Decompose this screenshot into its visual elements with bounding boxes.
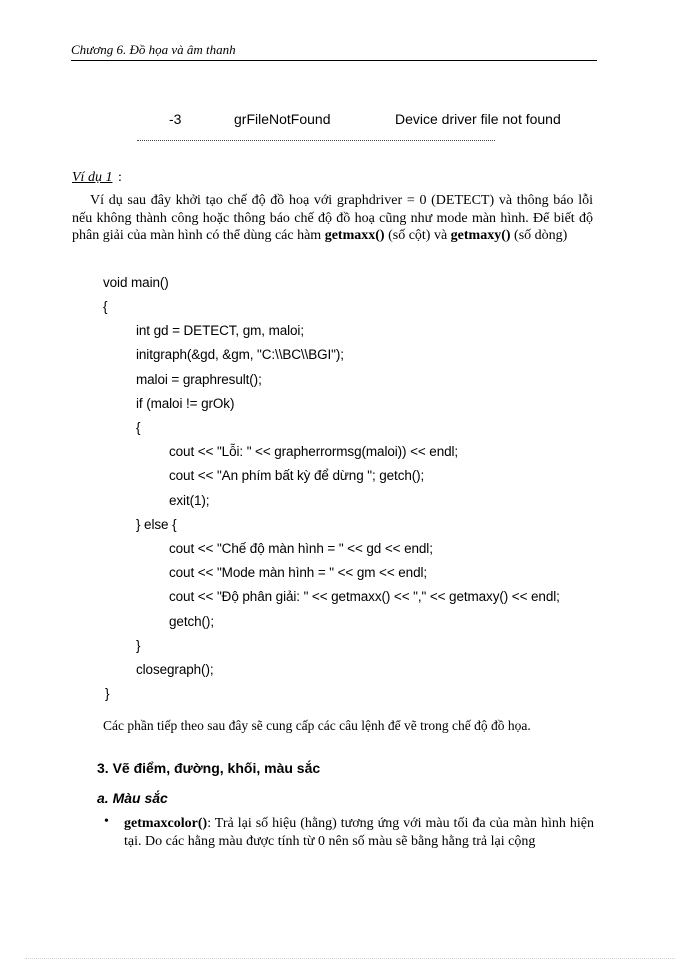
code-line: cout << "Lỗi: " << grapherrormsg(maloi)) << endl; [169, 444, 459, 459]
dotted-separator [137, 140, 495, 141]
paragraph-text-1: Ví dụ sau đây khởi tạo chế độ đồ hoạ với graphdriver = 0 (DETECT) và thông báo lỗi nếu không thành công hoặc thông báo chế độ đồ hoạ cũng như mode màn hình. Để biết độ phân giải của màn hình có thể dùng các hàm [72, 193, 593, 243]
code-line: void main() [103, 275, 169, 290]
code-line: int gd = DETECT, gm, maloi; [136, 323, 304, 338]
error-code: -3 [169, 111, 182, 127]
function-getmaxx: getmaxx() [324, 228, 385, 243]
function-getmaxcolor: getmaxcolor() [124, 816, 208, 831]
example-colon: : [118, 170, 122, 185]
section-heading: 3. Vẽ điểm, đường, khối, màu sắc [97, 760, 321, 776]
error-message: Device driver file not found [395, 111, 561, 127]
code-line: { [103, 299, 108, 314]
code-line: if (maloi != grOk) [136, 396, 235, 411]
code-line: } [136, 638, 141, 653]
chapter-header: Chương 6. Đồ họa và âm thanh [71, 42, 236, 57]
error-name: grFileNotFound [234, 111, 331, 127]
bullet-marker: • [104, 814, 109, 829]
closing-note: Các phần tiếp theo sau đây sẽ cung cấp các câu lệnh để vẽ trong chế độ đồ họa. [103, 718, 531, 733]
code-line: { [136, 420, 141, 435]
code-line: cout << "Độ phân giải: " << getmaxx() << "," << getmaxy() << endl; [169, 589, 560, 604]
paragraph-text-3: (số dòng) [510, 228, 568, 243]
page-bottom-rule [25, 958, 675, 959]
code-line: } [105, 686, 110, 701]
header-rule [71, 60, 597, 61]
code-line: closegraph(); [136, 662, 214, 677]
code-line: maloi = graphresult(); [136, 372, 262, 387]
paragraph-text-2: (số cột) và [384, 228, 451, 243]
bullet-description: : Trả lại số hiệu (hằng) tương ứng với màu tối đa của màn hình hiện tại. Do các hằng màu được tính từ 0 nên số màu sẽ bằng hằng trả lại cộng [124, 816, 594, 849]
bullet-item [124, 815, 594, 851]
code-line: cout << "Chế độ màn hình = " << gd << endl; [169, 541, 433, 556]
example-paragraph [72, 192, 593, 245]
code-line: initgraph(&gd, &gm, "C:\\BC\\BGI"); [136, 347, 344, 362]
function-getmaxy: getmaxy() [450, 228, 511, 243]
example-title: Ví dụ 1 [72, 170, 113, 185]
code-line: exit(1); [169, 493, 210, 508]
subsection-heading: a. Màu sắc [97, 790, 168, 806]
code-line: cout << "Mode màn hình = " << gm << endl; [169, 565, 428, 580]
code-line: cout << "An phím bất kỳ để dừng "; getch(); [169, 468, 425, 483]
code-line: } else { [136, 517, 177, 532]
code-line: getch(); [169, 614, 214, 629]
